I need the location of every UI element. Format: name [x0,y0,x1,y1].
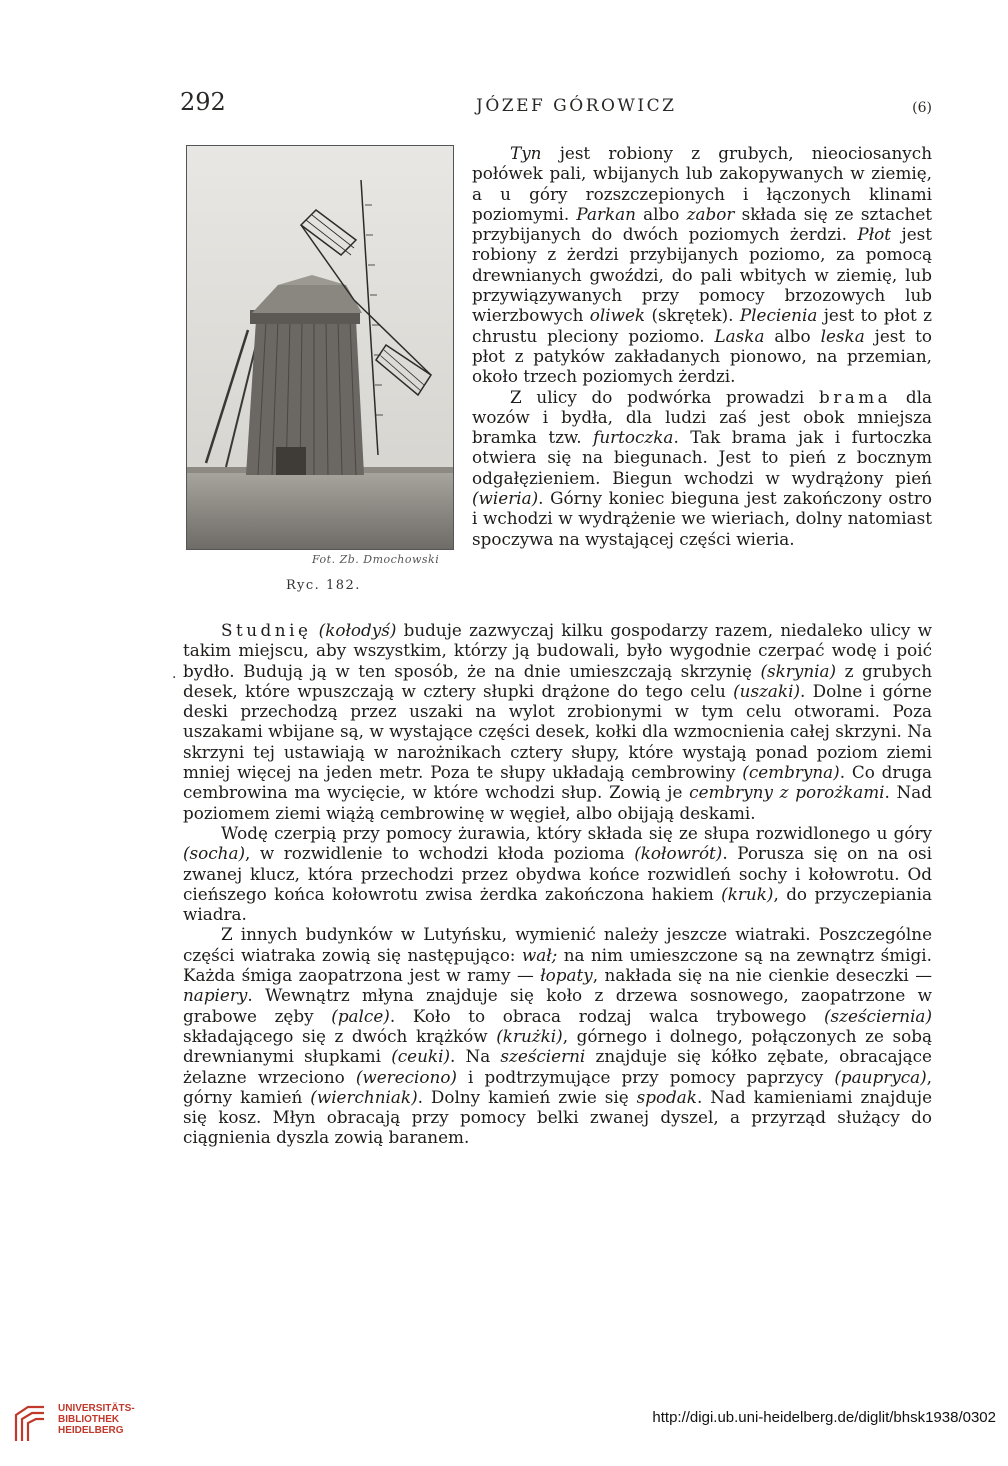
text-run: . Koło to obraca rodzaj walca trybowego [389,1005,824,1026]
term: (wereciono) [355,1066,457,1087]
text-run: Wodę czerpią przy pomocy żurawia, który składa się ze słupa rozwidlonego u góry [221,822,932,843]
term: (wieria) [472,488,539,509]
text-run: . Wewnątrz młyna znajduje się koło z drzewa sosnowego, zaopatrzone w grabowe zęby [183,985,932,1026]
full-width-text [183,620,932,1148]
text-run: . Porusza się on na osi zwanej klucz, która przechodzi przez obydwa końce rozwidleń sochy i kołowrotu. Od cieńszego końca kołowrotu zwisa żerdka zakończona hakiem [183,843,932,904]
text-run: i podtrzymujące przy pomocy paprzycy [456,1066,835,1087]
paragraph-windmills [183,924,932,1147]
text-run: . Nad poziomem ziemi wiążą cembrowinę w węgieł, albo obijają deskami. [183,782,932,823]
section-number: (6) [912,100,932,116]
text-run: albo [764,325,821,346]
term: Laska [714,325,765,346]
text-run: . Górny koniec bieguna jest zakończony ostro i wchodzi w wydrążenie we wieriach, dolny natomiast spoczywa na wystającej części wieria. [472,488,932,549]
text-run: z grubych desek, które wpuszczają w cztery słupki drążone do tego celu [183,660,933,701]
text-run: składa się ze sztachet przybijanych do dwóch poziomych żerdzi. [472,203,933,245]
text-run: , nakłada się na nie cienkie deseczki — [592,965,932,986]
term: (wierchniak) [310,1086,418,1107]
term: (paupryca) [834,1066,927,1087]
digitization-footer [0,1385,1008,1466]
figure-label: Ryc. 182. [286,578,361,593]
text-run [311,620,318,640]
text-run: . Tak brama jak i furtoczka otwiera się na biegunach. Jest to pień z bocznym odgałęzieniem. Biegun wchodzi w wydrążony pień [472,427,932,488]
spaced-term: Studnię [221,620,312,640]
text-run: Z innych budynków w Lutyńsku, wymienić należy jeszcze wiatraki. Poszczególne części wiatraka zowią się następująco: [183,924,932,965]
margin-mark: . [172,666,177,682]
text-run: . Dolny kamień zwie się [417,1086,637,1107]
text-run: . Na [450,1046,501,1067]
paragraph-well [183,620,932,823]
term: furtoczka [593,427,674,448]
term: (uszaki) [733,680,801,701]
library-logo-icon [10,1403,50,1445]
term: wał; [521,944,558,965]
term: (kołowrót) [634,843,723,864]
windmill-photo [186,145,454,550]
text-run: . Co druga cembrowina ma wycięcie, w które wchodzi słup. Zowią je [183,762,932,803]
library-logo[interactable] [10,1403,160,1445]
text-run: składającego się z dwóch krążków [183,1025,497,1046]
term: (cembryna) [742,762,840,783]
windmill-illustration [186,145,454,550]
term: zabor [686,203,735,224]
term: Płot [857,224,892,245]
term: sześcierni [500,1046,586,1067]
text-run: , górnego i dolnego, połączonych ze sobą drewnianymi słupkami [183,1025,932,1067]
term: (socha) [183,843,246,864]
text-run: albo [635,203,687,224]
page-number: 292 [180,88,226,116]
paragraph-fences [472,143,932,387]
term: (krużki) [496,1025,563,1046]
text-run: jest robiony z żerdzi przybijanych poziomo, za pomocą drewnianych gwoździ, do pali wbitych w ziemię, lub przywiązywanych przy pomocy brzozowych lub wierzbowych [472,224,932,326]
text-run: (skrętek). [645,305,740,326]
term: Tyn [510,143,542,163]
term: łopaty [540,965,593,986]
text-run: jest to płot z chrustu pleciony poziomo. [472,305,932,346]
term: Plecienia [739,305,818,326]
term: spodak [636,1086,697,1107]
term: oliwek [589,305,646,326]
text-run: . Dolne i górne deski przechodzą przez uszaki na wylot zrobionymi w tym celu otworami. Poza uszakami wbijane są, w wystające części desek, kołki dla wzmocnienia całej skrzyni. Na skrzyni tej ustawiają w narożnikach cztery słupy, które wystają ponad poziom ziemi mniej więcej na jeden metr. Poza te słupy układają cembrowiny [183,680,932,783]
term: Parkan [576,203,636,224]
term: (ceuki) [391,1046,451,1067]
text-run: . Nad kamieniami znajduje się kosz. Młyn obracają przy pomocy belki zwanej dyszel, a przyrząd służący do ciągnienia dyszla zowią baranem. [183,1086,933,1148]
term: (kruk) [721,883,774,904]
paragraph-gate [472,387,932,549]
paragraph-well-sweep [183,823,932,924]
running-head [180,88,932,122]
term: cembryny z porożkami [689,782,885,803]
logo-line: UNIVERSITÄTS- [58,1403,135,1414]
text-run: Z ulicy do podwórka prowadzi [510,386,819,407]
logo-line: HEIDELBERG [58,1425,124,1436]
photo-credit: Fot. Zb. Dmochowski [312,553,440,566]
term: (skrynia) [760,660,837,681]
text-run: jest to płot z patyków zakładanych pionowo, na przemian, około trzech poziomych żerdzi. [472,325,932,387]
text-run: na nim umieszczone są na zewnątrz śmigi. Każda śmiga zaopatrzona jest w ramy — [183,944,932,986]
text-run: buduje zazwyczaj kilku gospodarzy razem, niedaleko ulicy w takim miejscu, aby wszystkim, którzy ją budowali, było wygodnie czerpać wodę i poić bydło. Budują ją w ten sposób, że na dnie umieszczają skrzynię [183,620,932,681]
text-run: , górny kamień [183,1066,932,1107]
logo-line: BIBLIOTHEK [58,1414,120,1425]
running-title: JÓZEF GÓROWICZ [476,96,677,116]
term: (kołodyś) [318,620,397,640]
text-run: jest robiony z grubych, nieociosanych połówek pali, wbijanych lub zakopywanych w ziemię, a u góry rozszczepionych i łączonych klinami poziomymi. [472,143,932,224]
source-url-link[interactable]: http://digi.ub.uni-heidelberg.de/diglit/bhsk1938/0302 [652,1409,996,1426]
text-run: dla wozów i bydła, dla ludzi zaś jest obok mniejsza bramka tzw. [472,386,932,448]
term: napiery [183,985,248,1006]
spaced-term: brama [818,386,892,407]
text-run: znajduje się kółko zębate, obracające żelazne wrzeciono [183,1046,932,1087]
text-run: , w rozwidlenie to wchodzi kłoda pozioma [245,843,635,864]
column-text [472,143,932,549]
library-name [58,1403,135,1436]
text-run: , do przyczepiania wiadra. [183,883,932,925]
term: (palce) [331,1005,390,1026]
term: leska [820,325,865,346]
term: (sześciernia) [824,1005,932,1026]
